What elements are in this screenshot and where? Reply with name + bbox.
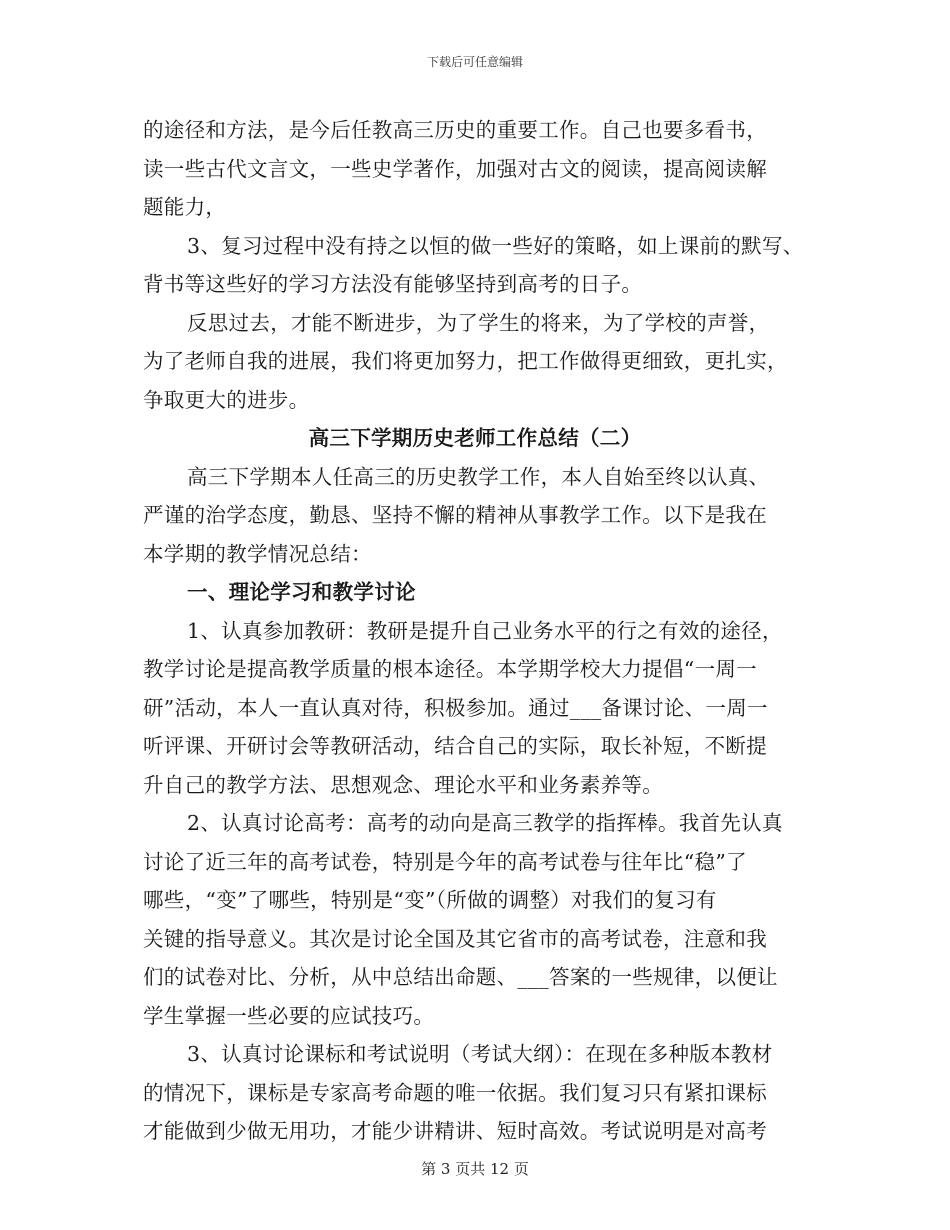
body-line: 争取更大的进步。 [143, 388, 310, 412]
body-line: 听评课、开研讨会等教研活动，结合自己的实际，取长补短，不断提 [143, 734, 767, 758]
body-line: 严谨的治学态度，勤恳、坚持不懈的精神从事教学工作。以下是我在 [143, 503, 767, 527]
body-line: 学生掌握一些必要的应试技巧。 [143, 1004, 435, 1028]
subsection-heading: 一、理论学习和教学讨论 [187, 580, 416, 604]
body-line: 的情况下，课标是专家高考命题的唯一依据。我们复习只有紧扣课标 [143, 1081, 767, 1105]
section-title: 高三下学期历史老师工作总结（二） [308, 426, 642, 450]
body-line: 的途径和方法，是今后任教高三历史的重要工作。自己也要多看书， [143, 118, 767, 142]
body-line: 讨论了近三年的高考试卷，特别是今年的高考试卷与往年比“稳”了 [143, 850, 747, 874]
body-line: 哪些，“变”了哪些，特别是“变”（所做的调整）对我们的复习有 [143, 888, 717, 912]
body-line: 3、复习过程中没有持之以恒的做一些好的策略，如上课前的默写、 [187, 234, 804, 258]
body-line: 为了老师自我的进展，我们将更加努力，把工作做得更细致，更扎实， [143, 349, 788, 373]
body-line: 题能力， [143, 195, 227, 219]
body-line: 本学期的教学情况总结： [143, 542, 372, 566]
body-line: 升自己的教学方法、思想观念、理论水平和业务素养等。 [143, 773, 663, 797]
body-line: 教学讨论是提高教学质量的根本途径。本学期学校大力提倡“一周一 [143, 657, 757, 681]
body-line: 研”活动，本人一直认真对待，积极参加。通过___备课讨论、一周一 [143, 696, 768, 720]
body-line: 读一些古代文言文，一些史学著作，加强对古文的阅读，提高阅读解 [143, 157, 767, 181]
body-line: 关键的指导意义。其次是讨论全国及其它省市的高考试卷，注意和我 [143, 927, 767, 951]
body-line: 1、认真参加教研：教研是提升自己业务水平的行之有效的途径， [187, 619, 783, 643]
page-footer: 第 3 页共 12 页 [421, 1160, 529, 1178]
page-header: 下载后可任意编辑 [426, 55, 523, 69]
body-line: 2、认真讨论高考：高考的动向是高三教学的指挥棒。我首先认真 [187, 811, 783, 835]
body-line: 反思过去，才能不断进步，为了学生的将来，为了学校的声誉， [187, 311, 770, 335]
body-line: 背书等这些好的学习方法没有能够坚持到高考的日子。 [143, 272, 643, 296]
body-line: 们的试卷对比、分析，从中总结出命题、___答案的一些规律，以便让 [143, 965, 778, 989]
body-line: 3、认真讨论课标和考试说明（考试大纲）：在现在多种版本教材 [187, 1042, 773, 1066]
body-line: 才能做到少做无用功，才能少讲精讲、短时高效。考试说明是对高考 [143, 1119, 767, 1143]
body-line: 高三下学期本人任高三的历史教学工作，本人自始至终以认真、 [187, 465, 770, 489]
